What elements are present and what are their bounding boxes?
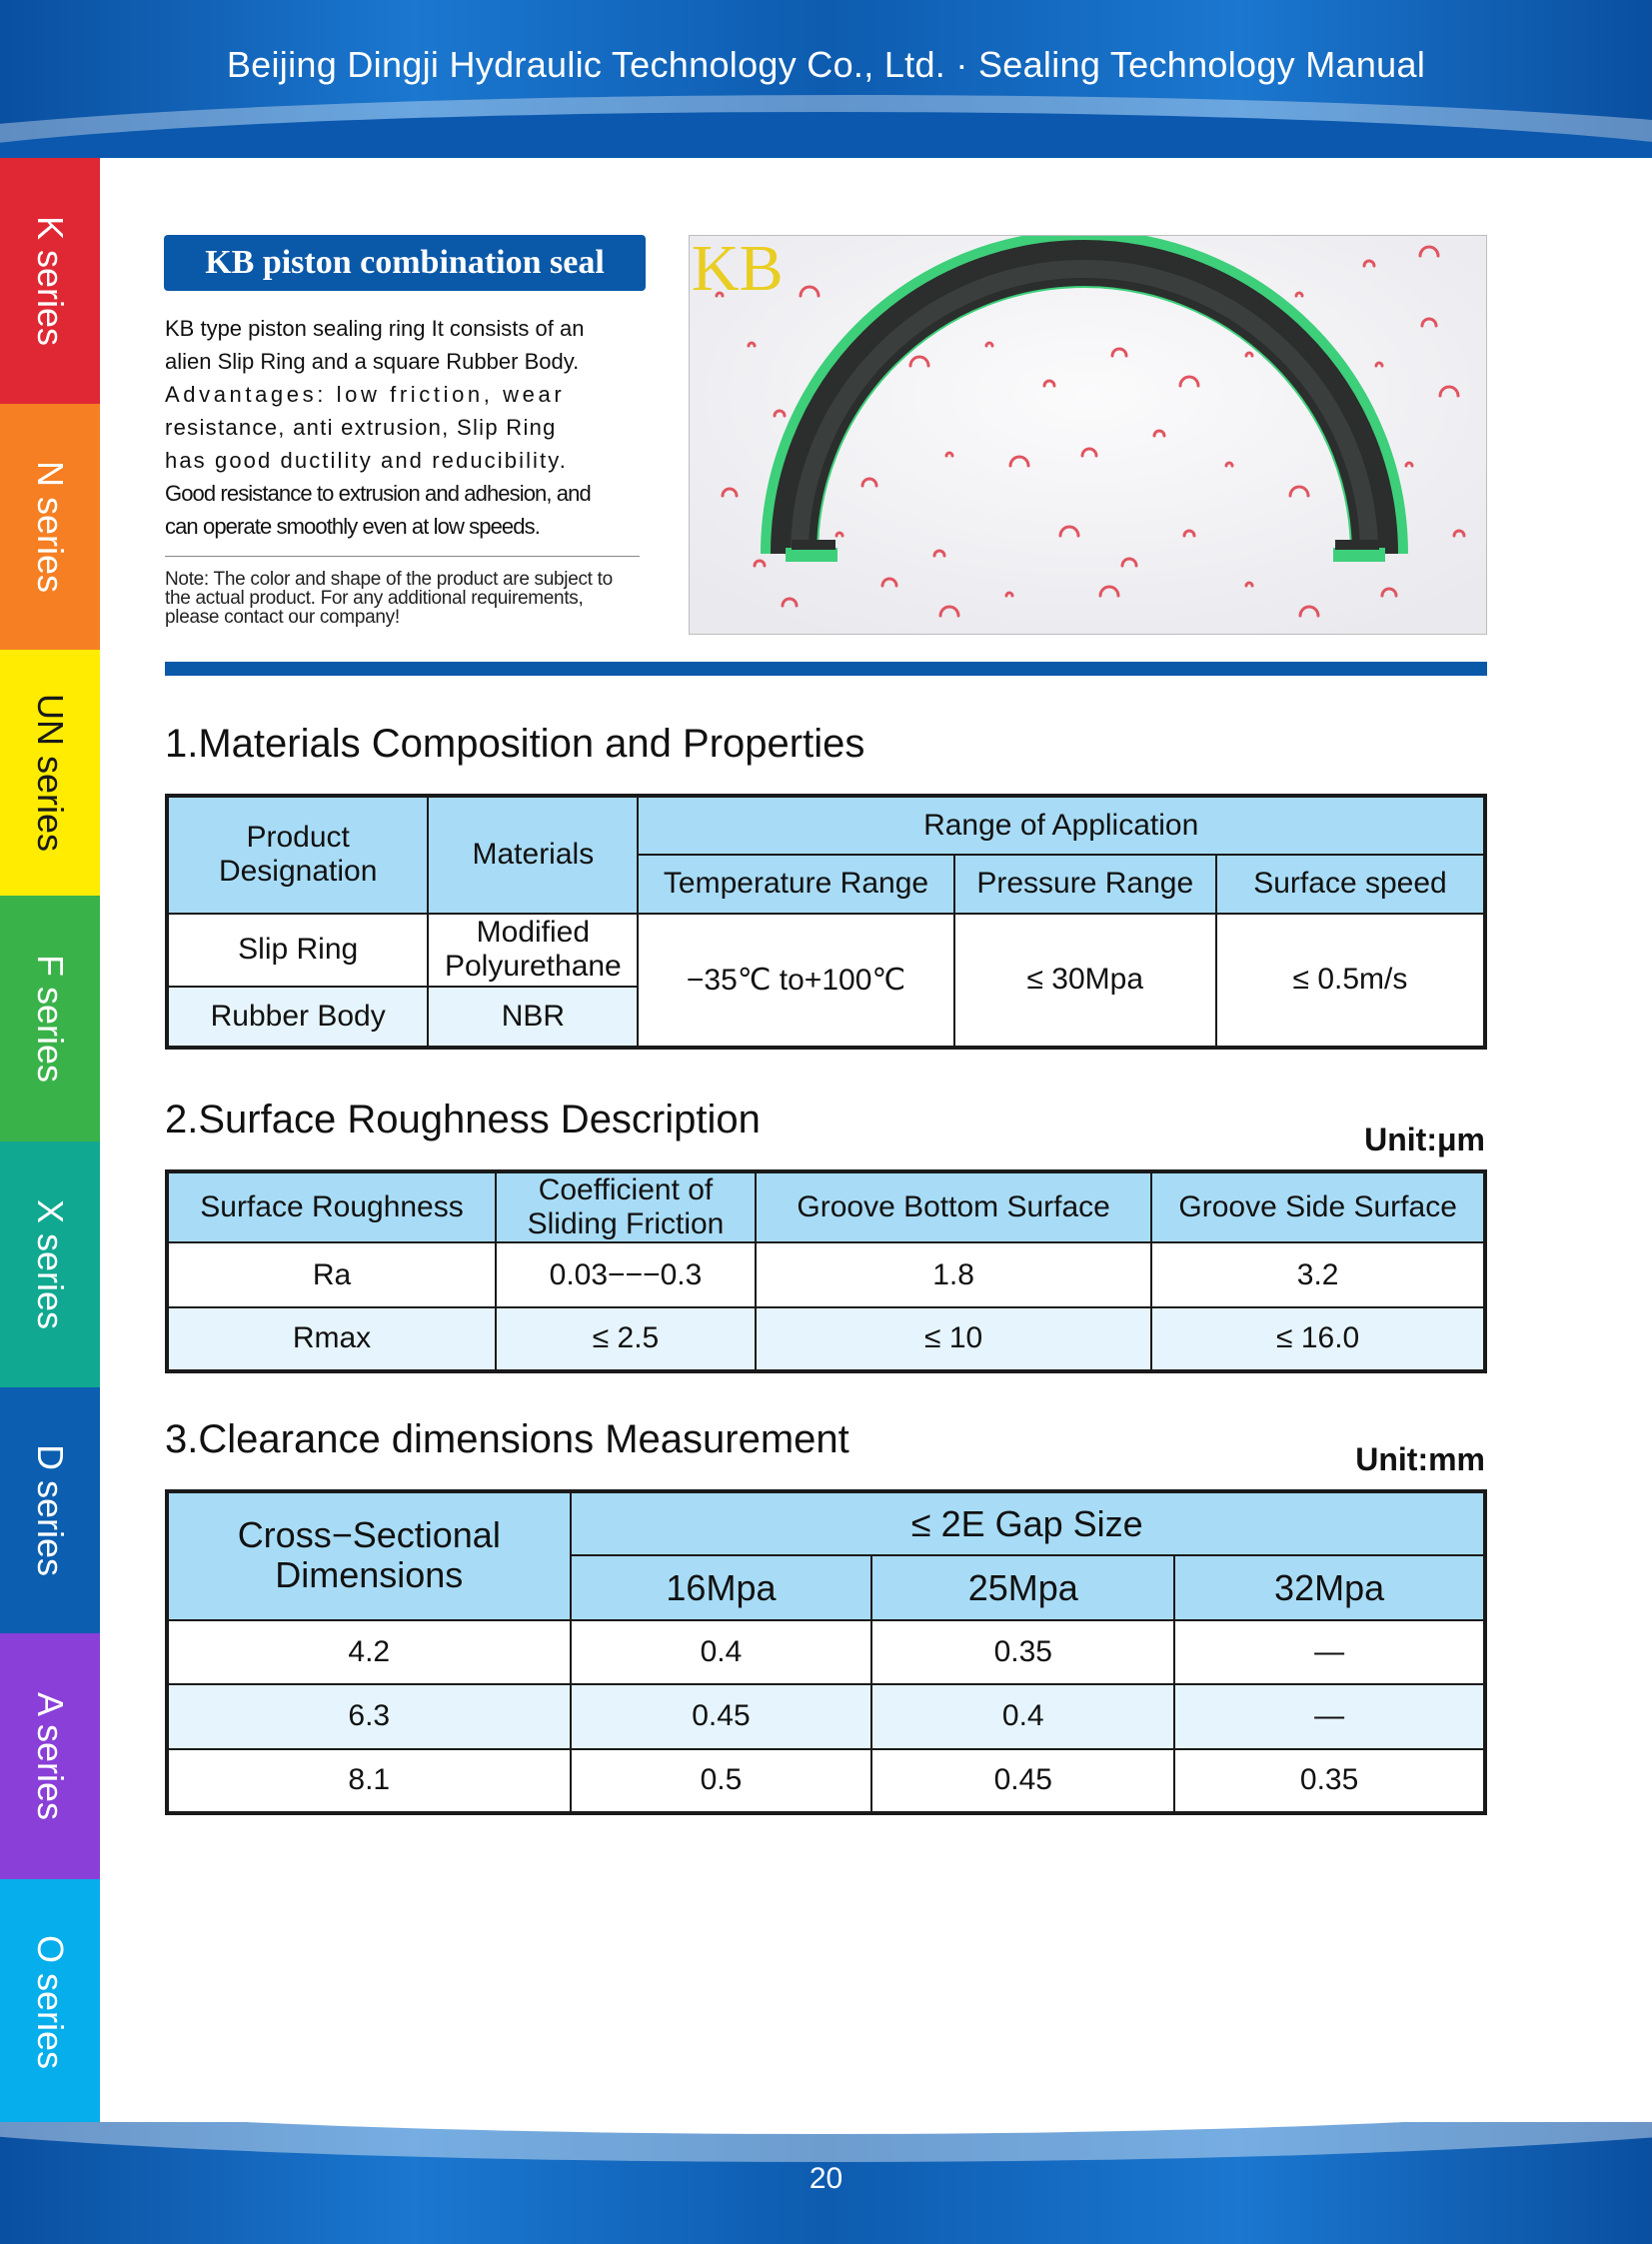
- table-cell: ≤ 2.5: [496, 1307, 756, 1371]
- header-materials: Materials: [428, 796, 638, 914]
- cell-material: Modified Polyurethane: [428, 914, 638, 987]
- description-line: Good resistance to extrusion and adhesion, and: [165, 481, 591, 506]
- table-cell: 0.45: [871, 1749, 1174, 1813]
- header-cross-section: Cross−Sectional Dimensions: [167, 1491, 571, 1620]
- table-cell: 8.1: [167, 1749, 571, 1813]
- header-friction-coefficient: Coefficient of Sliding Friction: [496, 1171, 756, 1242]
- series-tab-x[interactable]: [0, 1141, 100, 1387]
- header-temperature-range: Temperature Range: [638, 855, 953, 914]
- description-line: alien Slip Ring and a square Rubber Body.: [165, 349, 580, 374]
- section3-unit: Unit:mm: [1355, 1441, 1485, 1477]
- section2-unit: Unit:μm: [1364, 1122, 1485, 1157]
- product-image: [689, 232, 1487, 635]
- table-cell: 0.5: [571, 1749, 872, 1813]
- note-divider: [165, 556, 640, 557]
- cell-speed: ≤ 0.5m/s: [1216, 914, 1485, 1048]
- header-pressure-range: Pressure Range: [954, 855, 1216, 914]
- header-32mpa: 32Mpa: [1174, 1555, 1485, 1619]
- description-line: can operate smoothly even at low speeds.: [165, 514, 540, 539]
- header-16mpa: 16Mpa: [571, 1555, 872, 1619]
- series-tab-o[interactable]: [0, 1879, 100, 2125]
- description-line: resistance, anti extrusion, Slip Ring: [165, 415, 557, 440]
- description-line: has good ductility and reducibility.: [165, 448, 568, 473]
- series-tab-label: K series: [30, 215, 71, 347]
- cell-designation: Slip Ring: [167, 914, 428, 987]
- table-cell: Rmax: [167, 1307, 496, 1371]
- kb-image-label: KB: [692, 232, 784, 305]
- cell-designation: Rubber Body: [167, 987, 428, 1048]
- table-cell: 6.3: [167, 1684, 571, 1748]
- series-tab-k[interactable]: [0, 158, 100, 404]
- section1-title: 1.Materials Composition and Properties: [165, 722, 865, 766]
- description-line: Advantages: low friction, wear: [165, 382, 566, 407]
- series-tab-label: UN series: [30, 693, 71, 853]
- page-number: 20: [809, 2162, 843, 2195]
- header-groove-side: Groove Side Surface: [1151, 1171, 1485, 1242]
- header-surface-speed: Surface speed: [1216, 855, 1485, 914]
- cell-temperature: −35℃ to+100℃: [638, 914, 953, 1048]
- series-tab-d[interactable]: [0, 1387, 100, 1633]
- series-tab-label: X series: [30, 1198, 71, 1330]
- table-cell: ≤ 16.0: [1151, 1307, 1485, 1371]
- roughness-table: [165, 1169, 1487, 1373]
- header-range-of-application: Range of Application: [638, 796, 1485, 855]
- section-divider: [165, 662, 1487, 676]
- series-tab-label: A series: [30, 1691, 71, 1821]
- series-tab-a[interactable]: [0, 1633, 100, 1879]
- header-surface-roughness: Surface Roughness: [167, 1171, 496, 1242]
- product-title: KB piston combination seal: [164, 235, 646, 291]
- series-tab-n[interactable]: [0, 404, 100, 650]
- cell-material: NBR: [428, 987, 638, 1048]
- header-gap-size: ≤ 2E Gap Size: [571, 1491, 1485, 1555]
- cell-pressure: ≤ 30Mpa: [954, 914, 1216, 1048]
- table-cell: 4.2: [167, 1620, 571, 1684]
- header-title: Beijing Dingji Hydraulic Technology Co., Ltd. · Sealing Technology Manual: [226, 44, 1426, 85]
- seal-ring-icon: [690, 232, 1486, 634]
- section2-title: 2.Surface Roughness Description: [165, 1098, 761, 1141]
- series-tabs: [0, 158, 100, 2125]
- materials-table: [165, 794, 1487, 1050]
- table-cell: 0.35: [871, 1620, 1174, 1684]
- table-cell: 0.45: [571, 1684, 872, 1748]
- table-cell: 3.2: [1151, 1242, 1485, 1306]
- table-cell: ≤ 10: [756, 1307, 1151, 1371]
- table-cell: —: [1174, 1684, 1485, 1748]
- series-tab-label: F series: [30, 954, 71, 1084]
- table-cell: —: [1174, 1620, 1485, 1684]
- header-25mpa: 25Mpa: [871, 1555, 1174, 1619]
- table-cell: 1.8: [756, 1242, 1151, 1306]
- series-tab-label: N series: [30, 460, 71, 594]
- table-cell: 0.35: [1174, 1749, 1485, 1813]
- section3-title: 3.Clearance dimensions Measurement: [165, 1417, 849, 1461]
- product-description: [165, 312, 647, 543]
- header-groove-bottom: Groove Bottom Surface: [756, 1171, 1151, 1242]
- clearance-table: [165, 1489, 1487, 1815]
- header-product-designation: Product Designation: [167, 796, 428, 914]
- series-tab-f[interactable]: [0, 896, 100, 1141]
- series-tab-label: D series: [30, 1443, 71, 1577]
- series-tab-un[interactable]: [0, 650, 100, 896]
- table-cell: 0.4: [871, 1684, 1174, 1748]
- product-note: Note: The color and shape of the product are subject to the actual product. For any additional requirements, please contact our company!: [165, 569, 613, 628]
- series-tab-label: O series: [30, 1934, 71, 2070]
- table-cell: 0.03−−−0.3: [496, 1242, 756, 1306]
- description-line: KB type piston sealing ring It consists of an: [165, 316, 585, 341]
- table-cell: Ra: [167, 1242, 496, 1306]
- table-cell: 0.4: [571, 1620, 872, 1684]
